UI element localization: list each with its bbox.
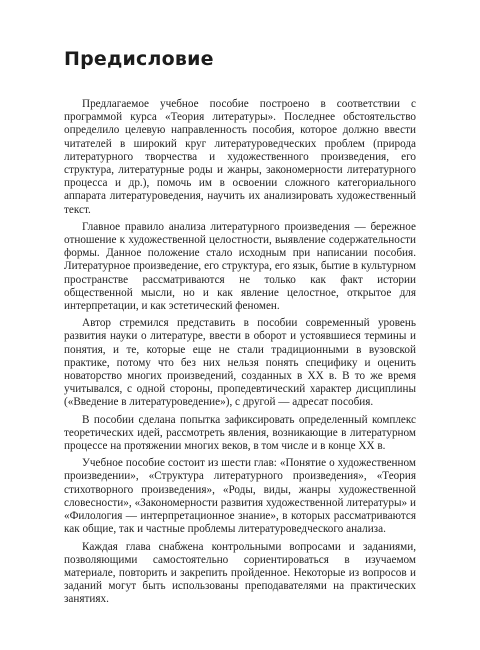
paragraph: Каждая глава снабжена контрольными вопросами и заданиями, позволяющими самостоятельно сориентироваться в изучаемом материале, повторить и закрепить пройденное. Некоторые из вопросов и заданий могут быть использованы преподавателями на практических занятиях. [64,540,416,606]
paragraph: В пособии сделана попытка зафиксировать определенный комплекс теоретических идей, рассмотреть явления, возникающие в литературном процессе на протяжении многих веков, в том числе и в конце XX в. [64,413,416,453]
body-text [64,98,416,611]
paragraph: Учебное пособие состоит из шести глав: «Понятие о художественном произведении», «Структура литературного произведения», «Теория стихотворного произведения», «Роды, виды, жанры художественной словесности», «Закономерности развития художественной литературы» и «Филология — интерпретационное знание», в которых рассматриваются как общие, так и частные проблемы литературоведческого анализа. [64,457,416,536]
paragraph: Предлагаемое учебное пособие построено в соответствии с программой курса «Теория литературы». Последнее обстоятельство определило целевую направленность пособия, которое должно ввести читателей в широкий круг литературоведческих проблем (природа литературного творчества и художественного произведения, его структура, литературные роды и жанры, закономерности литературного процесса и др.), помочь им в освоении сложного категориального аппарата литературоведения, научить их анализировать художественный текст. [64,98,416,216]
paragraph: Главное правило анализа литературного произведения — бережное отношение к художественной целостности, выявление содержательности формы. Данное положение стало исходным при написании пособия. Литературное произведение, его структура, его язык, бытие в культурном пространстве рассматриваются не только как факт истории общественной мысли, но и как явление целостное, открытое для интерпретации, и как эстетический феномен. [64,220,416,313]
page-title: Предисловие [64,48,214,70]
paragraph: Автор стремился представить в пособии современный уровень развития науки о литературе, ввести в оборот и устоявшиеся термины и понятия, и те, которые еще не стали традиционными в вузовской практике, потому что без них нельзя понять специфику и оценить новаторство многих произведений, созданных в XX в. В то же время учитывался, с одной стороны, пропедевтический характер дисциплины («Введение в литературоведение»), с другой — адресат пособия. [64,317,416,409]
